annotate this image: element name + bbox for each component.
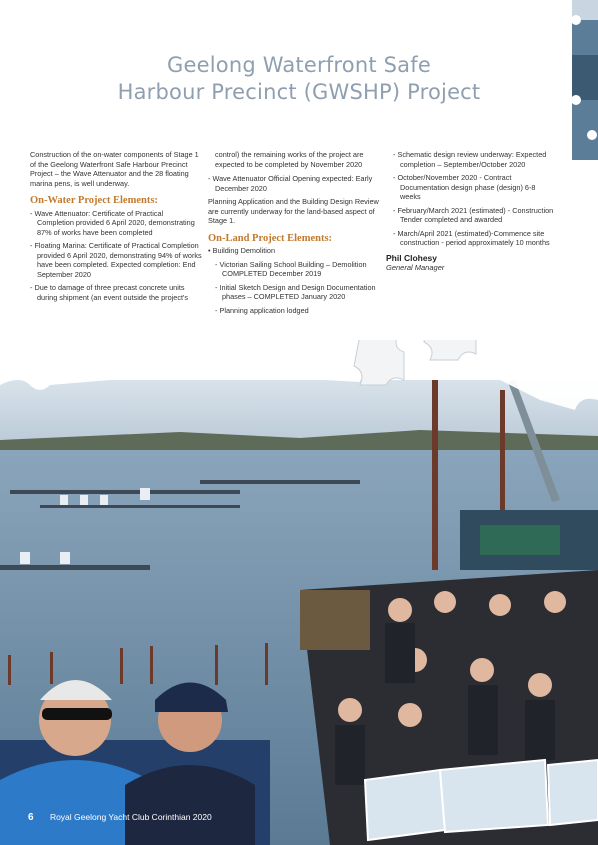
list-item: - October/November 2020 - Contract Documentation design phase (design) 6-8 weeks — [393, 173, 536, 201]
list-item: - Schematic design review underway: Expected completion – September/October 2020 — [393, 150, 547, 169]
continued-paragraph: control) the remaining works of the project are expected to be completed by November 2020 — [215, 150, 364, 169]
list-item: - Victorian Sailing School Building – Demolition COMPLETED December 2019 — [215, 259, 367, 278]
onland-heading: On-Land Project Elements: — [208, 232, 333, 244]
signature-role: General Manager — [386, 263, 445, 272]
text-column-1 — [30, 150, 202, 306]
title-line-2: Harbour Precinct (GWSHP) Project — [117, 80, 481, 104]
list-item: - Planning application lodged — [215, 305, 309, 315]
page-number: 6 — [28, 812, 34, 823]
list-item: - February/March 2021 (estimated) - Construction Tender completed and awarded — [393, 205, 554, 224]
onwater-heading: On-Water Project Elements: — [30, 195, 158, 206]
list-item: - Wave Attenuator: Certificate of Practical Completion provided 6 April 2020, demonstrating 87% of works have been completed — [30, 208, 195, 237]
list-item: - Due to damage of three precast concrete units during shipment (an event outside the project's — [30, 283, 189, 302]
list-item: - Wave Attenuator Official Opening expected: Early December 2020 — [208, 174, 373, 193]
schedule-list — [386, 150, 556, 248]
footer-title: Royal Geelong Yacht Club Corinthian 2020 — [49, 812, 212, 822]
opening-list — [208, 174, 380, 193]
signature-name: Phil Clohesy — [386, 252, 438, 263]
list-item: - Floating Marina: Certificate of Practical Completion provided 6 April 2020, demonstrating 94% of works have been completed. Expected completion: End September 2020 — [30, 241, 202, 279]
list-item: - Initial Sketch Design and Design Documentation phases – COMPLETED January 2020 — [215, 282, 376, 301]
page-title — [0, 52, 598, 106]
list-item: - March/April 2021 (estimated)-Commence site construction - period approximately 10 months — [393, 228, 550, 247]
text-column-2 — [208, 150, 380, 319]
onland-list — [208, 246, 380, 315]
planning-paragraph: Planning Application and the Building Design Review are currently underway for the land-based aspect of Stage 1. — [208, 197, 379, 225]
marina-photo-collage — [0, 340, 598, 845]
page-footer — [28, 812, 212, 823]
list-item: • Building Demolition — [208, 246, 276, 255]
text-column-3 — [386, 150, 556, 273]
onwater-list — [30, 209, 202, 303]
title-line-1: Geelong Waterfront Safe — [167, 53, 431, 77]
intro-paragraph: Construction of the on-water components of Stage 1 of the Geelong Waterfront Safe Harbour Precinct Project – the Wave Attenuator and the 28 floating marina pens, is well underway. — [30, 150, 199, 188]
